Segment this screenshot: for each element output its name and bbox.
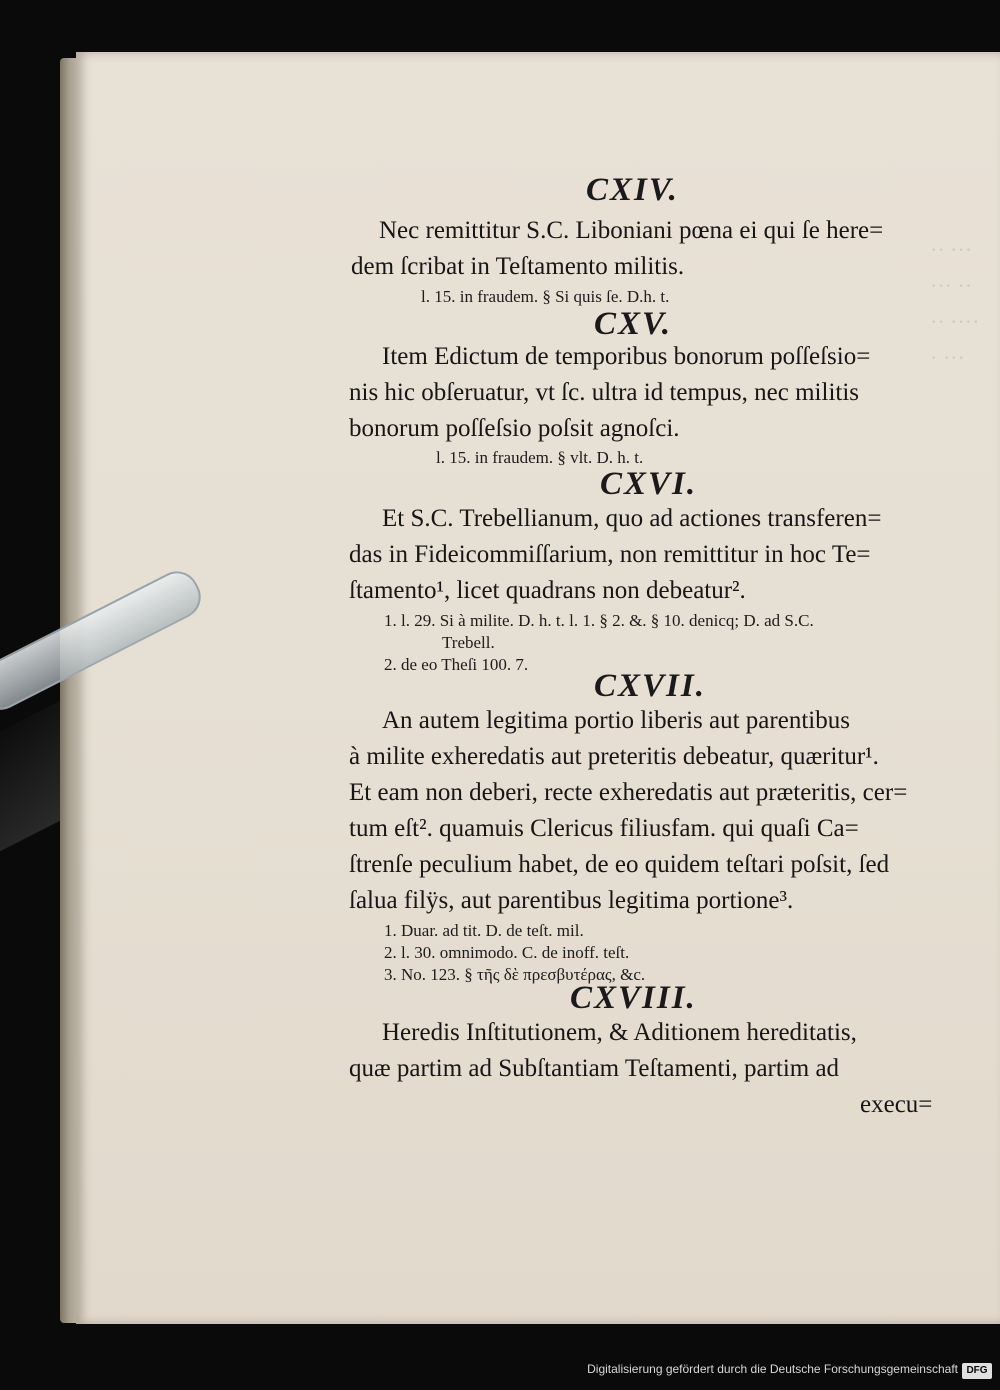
section-117-note-2: 2. l. 30. omnimodo. C. de inoff. teſt. <box>384 943 630 962</box>
document-page <box>76 52 1000 1324</box>
section-115-line-2: nis hic obſeruatur, vt ſc. ultra id tempus, nec militis <box>349 379 860 406</box>
section-number-117: CXVII. <box>594 668 706 704</box>
section-number-115: CXV. <box>594 306 673 342</box>
bookmark-shadow <box>0 701 60 852</box>
section-number-116: CXVI. <box>600 466 698 502</box>
section-116-note-2: Trebell. <box>442 633 495 652</box>
section-117-line-1: An autem legitima portio liberis aut parentibus <box>382 707 850 734</box>
section-116-note-3: 2. de eo Theſi 100. 7. <box>384 655 529 674</box>
section-117-line-6: ſalua filÿs, aut parentibus legitima portione³. <box>349 887 794 914</box>
bleed-through-text: ·· ··· ··· ·· ·· ···· · ··· <box>930 237 980 370</box>
section-number-118: CXVIII. <box>570 980 697 1016</box>
dfg-logo-icon: DFG <box>962 1363 992 1379</box>
section-114-note-1: l. 15. in fraudem. § Si quis ſe. D.h. t. <box>421 287 670 306</box>
section-117-note-3: 3. No. 123. § τῆς δὲ πρεσβυτέρας, &c. <box>384 965 646 984</box>
footer-bar <box>0 1328 1000 1390</box>
section-117-line-2: à milite exheredatis aut preteritis debeatur, quæritur¹. <box>349 743 879 770</box>
section-117-line-4: tum eſt². quamuis Clericus filiusfam. qui quaſi Ca= <box>349 815 859 842</box>
section-117-line-3: Et eam non deberi, recte exheredatis aut præteritis, cer= <box>349 779 908 806</box>
section-118-line-1: Heredis Inſtitutionem, & Aditionem hereditatis, <box>382 1019 857 1046</box>
section-114-line-1: Nec remittitur S.C. Liboniani pœna ei qui ſe here= <box>379 217 884 244</box>
page-content <box>76 52 1000 1324</box>
section-115-line-1: Item Edictum de temporibus bonorum poſſeſsio= <box>382 343 871 370</box>
section-114-line-2: dem ſcribat in Teſtamento militis. <box>351 253 685 280</box>
catchword: execu= <box>860 1091 933 1118</box>
section-115-line-3: bonorum poſſeſsio poſsit agnoſci. <box>349 415 680 442</box>
section-116-note-1: 1. l. 29. Si à milite. D. h. t. l. 1. § 2. &. § 10. denicq; D. ad S.C. <box>384 611 814 630</box>
funding-credit: Digitalisierung gefördert durch die Deutsche Forschungsgemeinschaft <box>587 1362 958 1376</box>
section-116-line-3: ſtamento¹, licet quadrans non debeatur². <box>349 577 746 604</box>
section-118-line-2: quæ partim ad Subſtantiam Teſtamenti, partim ad <box>349 1055 840 1082</box>
section-117-note-1: 1. Duar. ad tit. D. de teſt. mil. <box>384 921 584 940</box>
section-115-note-1: l. 15. in fraudem. § vlt. D. h. t. <box>436 448 644 467</box>
section-116-line-1: Et S.C. Trebellianum, quo ad actiones transferen= <box>382 505 882 532</box>
section-117-line-5: ſtrenſe peculium habet, de eo quidem teſtari poſsit, ſed <box>349 851 890 878</box>
section-number-114: CXIV. <box>586 172 679 208</box>
section-116-line-2: das in Fideicommiſſarium, non remittitur in hoc Te= <box>349 541 871 568</box>
